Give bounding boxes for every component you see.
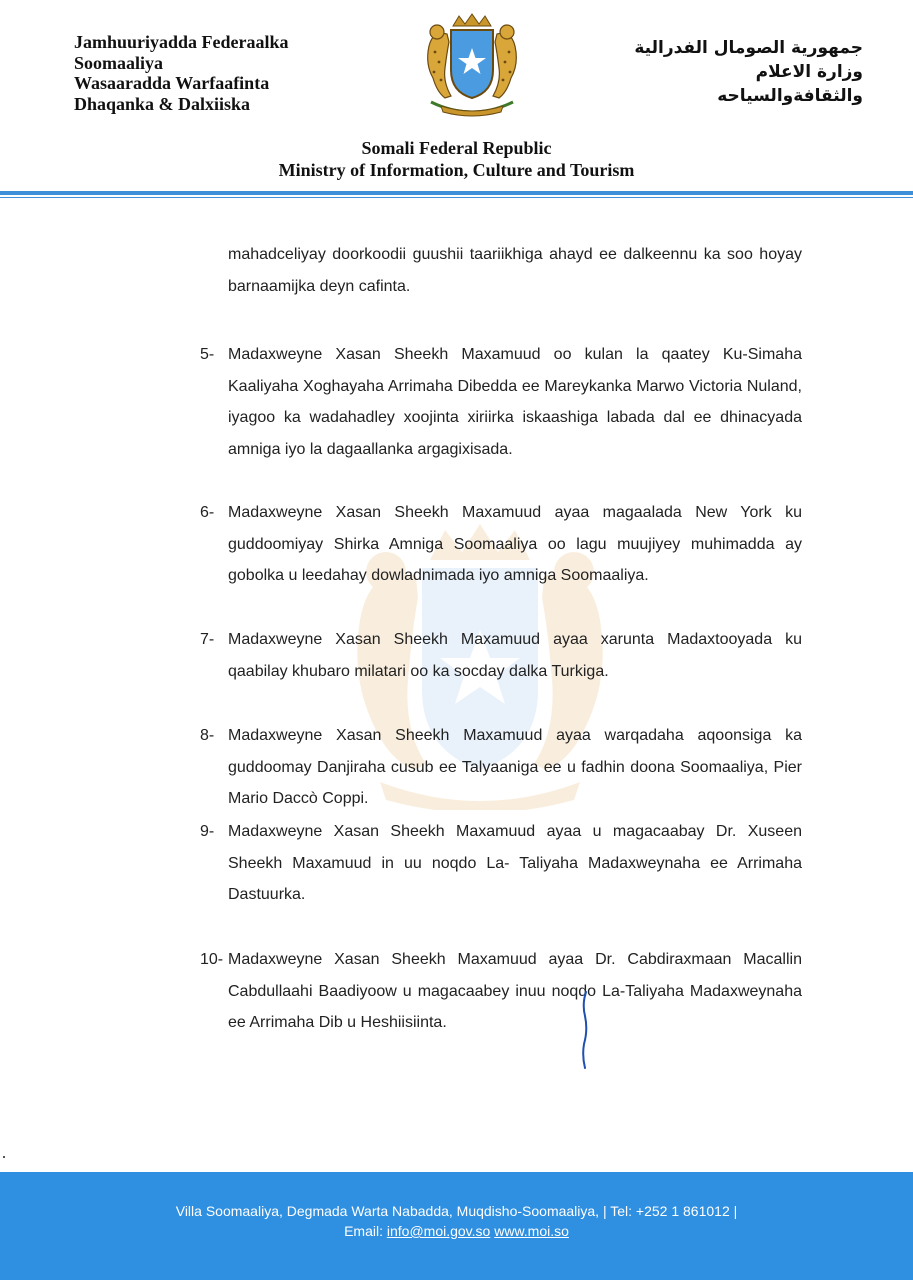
footer-email-label: Email: bbox=[344, 1223, 383, 1239]
header-right-line: جمهورية الصومال الفدرالية bbox=[634, 38, 863, 58]
footer-website-link[interactable]: www.moi.so bbox=[494, 1223, 569, 1239]
item-number: 5- bbox=[200, 346, 215, 363]
header-republic-name: Somali Federal Republic bbox=[361, 138, 552, 158]
item-number: 10- bbox=[200, 951, 224, 968]
list-item: Madaxweyne Xasan Sheekh Maxamuud oo kulan la qaatey Ku-Simaha Kaaliyaha Xoghayaha Arrimaha Dibedda ee Mareykanka Marwo Victoria Nuland, iyagoo ka wadahadley xoojinta xiriirka iskaashiga labada dal ee dhinacyada amniga iyo la dagaallanka argagixisada. bbox=[228, 346, 802, 458]
item-number: 8- bbox=[200, 727, 215, 744]
footer-email-link[interactable]: info@moi.gov.so bbox=[386, 1223, 491, 1239]
list-item: Madaxweyne Xasan Sheekh Maxamuud ayaa warqadaha aqoonsiga ka guddoomay Danjiraha cusub ee Talyaaniga ee u fadhin doona Soomaaliya, Pier Mario Daccò Coppi. bbox=[228, 727, 802, 807]
footer-address: Villa Soomaaliya, Degmada Warta Nabadda, Muqdisho-Soomaaliya, | Tel: +252 1 861012 | bbox=[175, 1203, 738, 1219]
header-left-line: Wasaaradda Warfaafinta bbox=[74, 73, 270, 93]
item-number: 6- bbox=[200, 504, 215, 521]
item-number: 9- bbox=[200, 823, 215, 840]
list-item: Madaxweyne Xasan Sheekh Maxamuud ayaa Dr. Cabdiraxmaan Macallin Cabdullaahi Baadiyoow u magacaabey inuu noqdo La-Taliyaha Madaxweynaha ee Arrimaha Dib u Heshiisiinta. bbox=[228, 951, 802, 1031]
list-item: Madaxweyne Xasan Sheekh Maxamuud ayaa xarunta Madaxtooyada ku qaabilay khubaro milatari oo ka socday dalka Turkiga. bbox=[228, 631, 802, 680]
handwritten-pen-mark bbox=[576, 990, 596, 1070]
item-number: 7- bbox=[200, 631, 215, 648]
header-right-line: والثقافةوالسياحه bbox=[717, 86, 863, 106]
header-left-line: Dhaqanka & Dalxiiska bbox=[74, 93, 251, 114]
header-ministry-name: Ministry of Information, Culture and Tourism bbox=[278, 160, 635, 180]
intro-paragraph: mahadceliyay doorkoodii guushii taariikhiga ahayd ee dalkeennu ka soo hoyay barnaamijka deyn cafinta. bbox=[228, 246, 802, 295]
page-dot bbox=[3, 1156, 5, 1158]
header-left-line: Jamhuuriyadda Federaalka bbox=[74, 32, 289, 52]
list-item: Madaxweyne Xasan Sheekh Maxamuud ayaa magaalada New York ku guddoomiyay Shirka Amniga Soomaaliya oo lagu muujiyey muhimadda ay gobolka u leedahay dowladnimada iyo amniga Soomaaliya. bbox=[228, 504, 802, 584]
footer-contact bbox=[0, 1221, 913, 1241]
header-left-line: Soomaaliya bbox=[74, 52, 164, 73]
header-right-line: وزارة الاعلام bbox=[755, 62, 863, 82]
list-item: Madaxweyne Xasan Sheekh Maxamuud ayaa u magacaabay Dr. Xuseen Sheekh Maxamuud in uu noqdo La- Taliyaha Madaxweynaha ee Arrimaha Dastuurka. bbox=[228, 823, 802, 903]
footer-bar bbox=[0, 1172, 913, 1280]
